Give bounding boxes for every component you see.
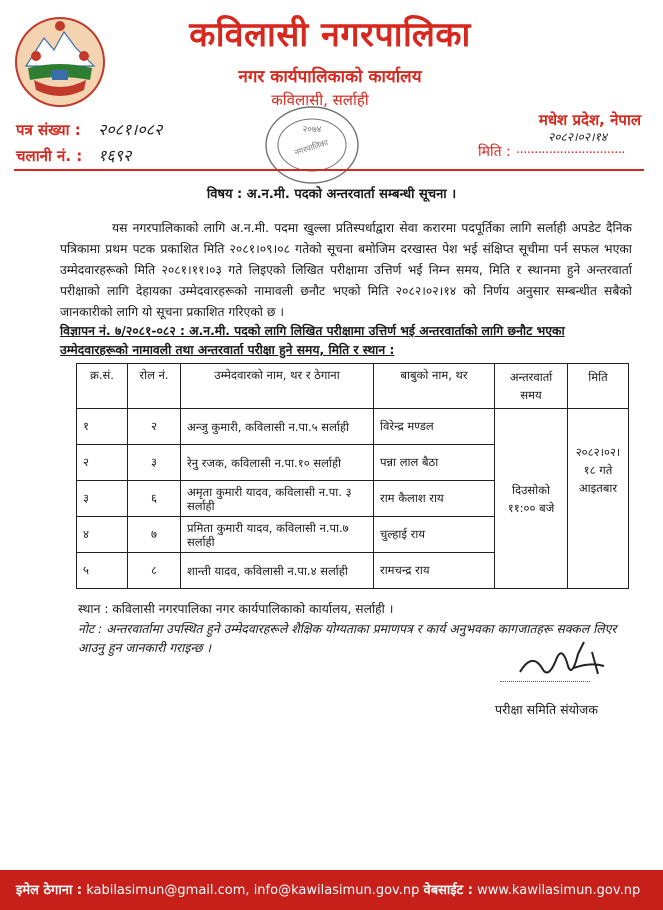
col-header-father: बाबुको नाम, थर (374, 364, 495, 409)
footer-contact (16, 880, 640, 898)
cell-sn: १ (77, 409, 128, 445)
dispatch-no-label: चलानी नं. : (16, 147, 83, 165)
signatory-title: परीक्षा समिति संयोजक (495, 702, 598, 717)
cell-roll: ८ (128, 553, 181, 589)
cell-sn: ५ (77, 553, 128, 589)
cell-father: पन्ना लाल बैठा (374, 445, 495, 481)
cell-father: राम कैलाश राय (374, 481, 495, 517)
cell-sn: २ (77, 445, 128, 481)
cell-father: रामचन्द्र राय (374, 553, 495, 589)
signature-line (500, 681, 590, 682)
table-row (77, 409, 629, 445)
svg-text:२०७४: २०७४ (302, 125, 322, 135)
col-header-time: अन्तरवार्ता समय (495, 364, 568, 409)
website-link[interactable]: www.kawilasimun.gov.np (477, 883, 641, 898)
cell-father: विरेन्द्र मण्डल (374, 409, 495, 445)
municipality-title: कविलासी नगरपालिका (189, 15, 471, 55)
svg-text:नगरपालिका: नगरपालिका (293, 138, 330, 158)
website-label: वेबसाईट : (423, 883, 473, 898)
office-subtitle: नगर कार्यपालिकाको कार्यालय (238, 67, 422, 87)
col-header-sn: क्र.सं. (77, 364, 128, 409)
ref-no-value: २०८१।०८२ (98, 120, 163, 139)
email-label: इमेल ठेगाना : (16, 883, 83, 898)
email-addresses: kabilasimun@gmail.com, info@kawilasimun.gov.np (86, 883, 420, 898)
ref-no-label: पत्र संख्या : (16, 121, 81, 139)
cell-name: प्रमिता कुमारी यादव, कविलासी न.पा.७ सर्लाही (181, 517, 374, 553)
cell-interview-date: २०८२।०२।१८ गते आइतबार (568, 409, 629, 589)
cell-sn: ३ (77, 481, 128, 517)
cell-interview-time: दिउसोको ११:०० बजे (495, 409, 568, 589)
cell-sn: ४ (77, 517, 128, 553)
notice-subject: विषय : अ.न.मी. पदको अन्तरवार्ता सम्बन्धी सूचना । (206, 187, 457, 202)
cell-roll: ६ (128, 481, 181, 517)
cell-roll: २ (128, 409, 181, 445)
candidate-table (76, 363, 629, 589)
cell-father: चुल्हाई राय (374, 517, 495, 553)
col-header-date: मिति (568, 364, 629, 409)
cell-name: अन्जु कुमारी, कविलासी न.पा.५ सर्लाही (181, 409, 374, 445)
dispatch-no-value: १६९२ (98, 146, 132, 165)
cell-roll: ७ (128, 517, 181, 553)
date-value: २०८२।०२।१४ (548, 130, 608, 144)
province-label: मधेश प्रदेश, नेपाल (538, 111, 641, 129)
cell-name: रेनु रजक, कविलासी न.पा.१० सर्लाही (181, 445, 374, 481)
advertisement-heading: विज्ञापन नं. ७/२०८१-०८२ : अ.न.मी. पदको लागि लिखित परीक्षामा उत्तिर्ण भई अन्तरवार्ताको लागि छनौट भएका उम्मेदवारहरूको नामावली तथा अन्तरवार्ता परीक्षा हुने समय, मिति र स्थान : (60, 324, 565, 357)
office-stamp (262, 102, 362, 188)
col-header-name: उम्मेदवारको नाम, थर र ठेगाना (181, 364, 374, 409)
cell-roll: ३ (128, 445, 181, 481)
note-text: नोट : अन्तरवार्तामा उपस्थित हुने उम्मेदवारहरूले शैक्षिक योग्यताका प्रमाणपत्र र कार्य अनुभवका कागजातहरू सक्कल लिएर आउनु हुन जानकारी गराइन्छ । (78, 622, 617, 655)
header-divider (14, 169, 644, 171)
office-address: कविलासी, सर्लाही (271, 91, 369, 109)
table-header-row (77, 364, 629, 409)
body-paragraph: यस नगरपालिकाको लागि अ.न.मी. पदमा खुल्ला प्रतिस्पर्धाद्वारा सेवा करारमा पदपूर्तिका लागि सर्लाही अपडेट दैनिक पत्रिकामा प्रथम पटक प्रकाशित मिति २०८१।०९।०८ गतेको सूचना बमोजिम दरखास्त पेश भई संक्षिप्त सूचीमा पर्न सफल भएका उम्मेदवारहरूको मिति २०८१।११।०३ गते लिइएको लिखित परीक्षामा उत्तिर्ण भई निम्न समय, मिति र स्थानमा हुने अन्तरवार्ता परीक्षाको लागि देहायका उम्मेदवारहरूको नामावली छनौट भएको मिति २०८२।०२।१४ को निर्णय अनुसार सम्बन्धीत सबैको जानकारीको लागि यो सूचना प्रकाशित गरिएको छ । (60, 221, 632, 319)
interview-location: स्थान : कविलासी नगरपालिका नगर कार्यपालिकाको कार्यालय, सर्लाही । (78, 602, 394, 616)
cell-name: अमृता कुमारी यादव, कविलासी न.पा. ३ सर्लाही (181, 481, 374, 517)
date-dots: .............................. (516, 142, 625, 157)
cell-name: शान्ती यादव, कविलासी न.पा.४ सर्लाही (181, 553, 374, 589)
nepal-emblem-logo (14, 16, 106, 108)
col-header-roll: रोल नं. (128, 364, 181, 409)
footer-bar (0, 870, 663, 910)
date-label: मिति : (478, 144, 511, 160)
